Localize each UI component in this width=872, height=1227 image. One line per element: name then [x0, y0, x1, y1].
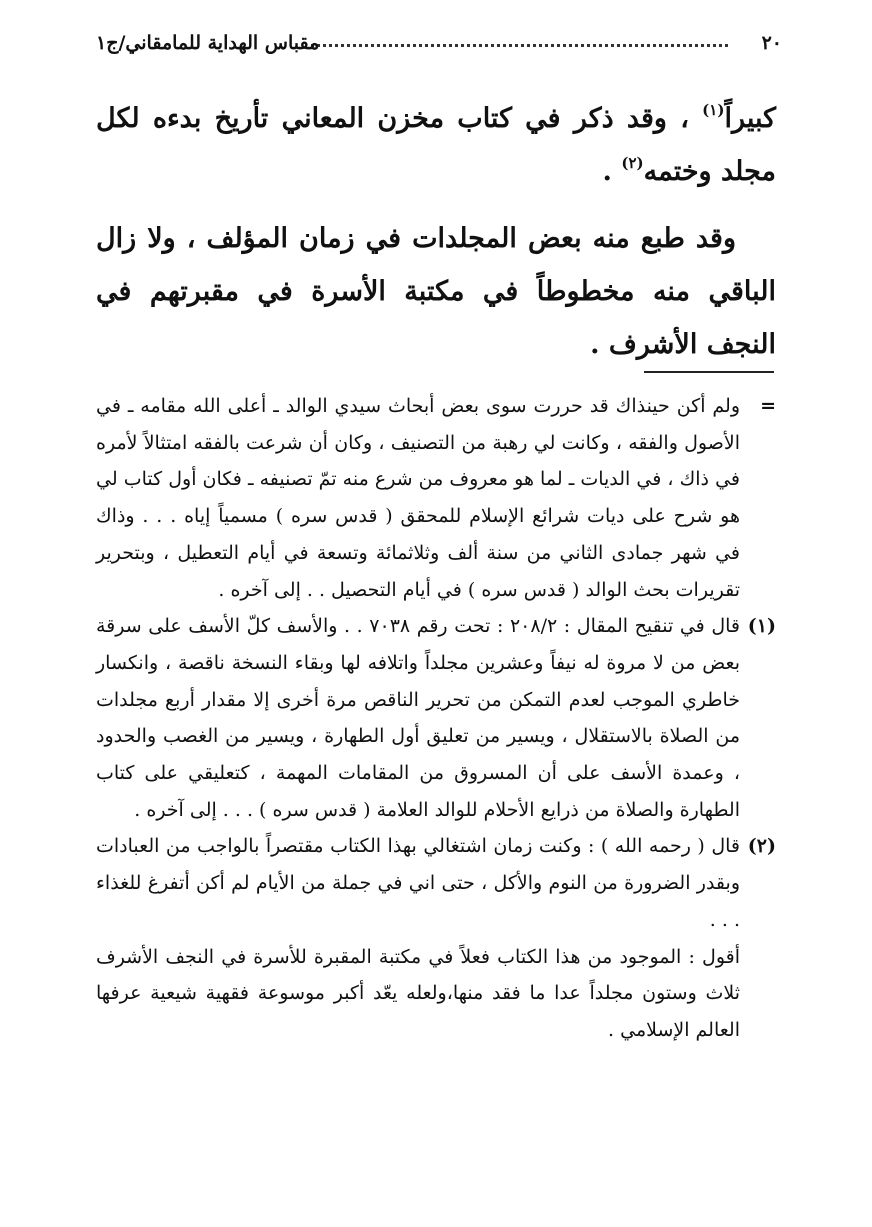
footnote-mark: (١) — [747, 615, 776, 638]
footnotes — [96, 388, 776, 1049]
footnote-paragraph: قال ( رحمه الله ) : وكنت زمان اشتغالي بهذا الكتاب مقتصراً بالواجب من العبادات وبقدر الضرورة من النوم والأكل ، حتى اني في جملة من الأيام لم أكن أتفرغ للغذاء . . . — [96, 835, 740, 931]
footnote-body — [96, 608, 740, 828]
footnote-paragraph: أقول : الموجود من هذا الكتاب فعلاً في مكتبة المقبرة للأسرة في النجف الأشرف ثلاث وستون مجلداً عدا ما فقد منها،ولعله يعّد أكبر موسوعة فقهية شيعية عرفها العالم الإسلامي . — [96, 945, 740, 1041]
main-text — [96, 92, 776, 371]
page-number: ٢٠ — [761, 32, 782, 54]
footnote-1 — [96, 608, 776, 828]
footnote-mark: (٢) — [747, 835, 776, 858]
footnote-paragraph: قال في تنقيح المقال : ٢٠٨/٢ : تحت رقم ٧٠٣٨ . . والأسف كلّ الأسف على سرقة بعض من لا مروة له نيفاً وعشرين مجلداً واتلافه لها وبقاء النسخة ناقصة ، وانكسار خاطري الموجب لعدم التمكن من تحرير الناقص مرة أخرى إلا مقدار أربع مجلدات من الصلاة بالاستقلال ، ويسير من تعليق أول الطهارة ، ويسير من الغصب والحدود ، وعمدة الأسف على أن المسروق من المقامات المهمة ، كتعليقي على كتاب الطهارة والصلاة من ذرايع الأحلام للوالد العلامة ( قدس سره ) . . . إلى آخره . — [96, 615, 740, 821]
footnote-body — [96, 388, 740, 608]
footnote-ref-2: (٢) — [621, 154, 644, 172]
running-title: مقباس الهداية للمامقاني/ج١ — [96, 32, 320, 54]
footnote-paragraph: ولم أكن حينذاك قد حررت سوى بعض أبحاث سيدي الوالد ـ أعلى الله مقامه ـ في الأصول والفقه ، وكانت لي رهبة من التصنيف ، وكان أن شرعت بالفقه امتثالاً لأمره في ذاك ، في الديات ـ لما هو معروف من شرع منه تمّ تصنيفه ـ فكان أول كتاب لي هو شرح على ديات شرائع الإسلام للمحقق ( قدس سره ) مسمياً إياه . . . وذاك في شهر جمادى الثاني من سنة ألف وثلاثمائة وتسعة في أيام التعطيل ، وبتحرير تقريرات بحث الوالد ( قدس سره ) في أيام التحصيل . . إلى آخره . — [96, 395, 740, 601]
main-text-segment: ، وقد ذكر في كتاب مخزن المعاني تأريخ بدءه لكل مجلد وختمه — [96, 103, 776, 187]
running-head — [96, 32, 782, 62]
main-text-segment: كبيراً — [724, 103, 776, 134]
footnote-body — [96, 828, 740, 1048]
footnote-2 — [96, 828, 776, 1048]
dotted-leader — [311, 44, 728, 47]
main-paragraph-2: وقد طبع منه بعض المجلدات في زمان المؤلف ، ولا زال الباقي منه مخطوطاً في مكتبة الأسرة في مقبرتهم في النجف الأشرف . — [96, 223, 776, 360]
main-paragraph-1 — [96, 92, 776, 198]
main-text-segment: . — [602, 156, 622, 187]
footnote-mark: = — [760, 395, 776, 417]
footnote-ref-1: (١) — [702, 101, 725, 119]
footnote-continued — [96, 388, 776, 608]
footnote-separator — [644, 371, 774, 373]
